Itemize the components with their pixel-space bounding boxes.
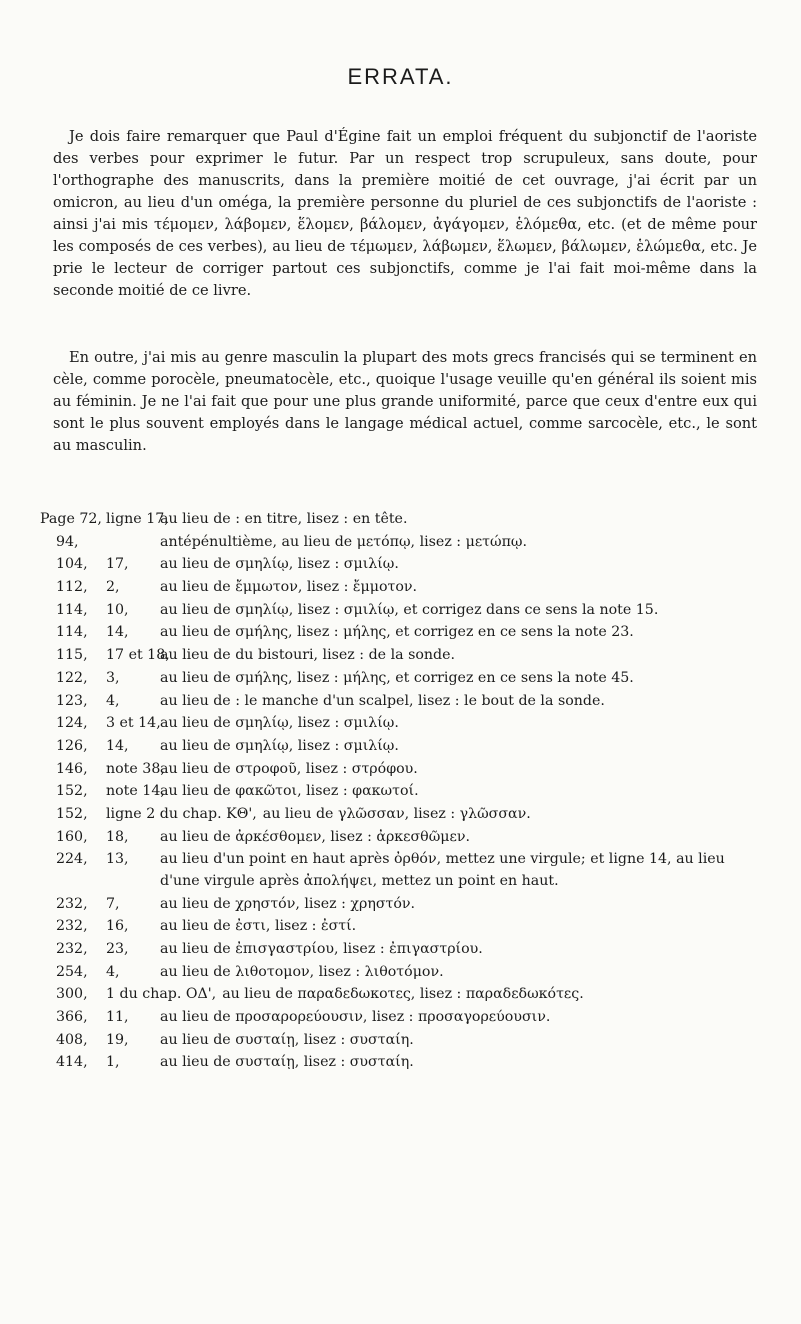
- entry-page: 114,: [56, 601, 88, 618]
- entry-page: 366,: [56, 1008, 88, 1025]
- entry-line: ligne 17,: [106, 511, 169, 527]
- entry-line: 3 et 14,: [106, 715, 161, 732]
- entry-line: 11,: [106, 1008, 129, 1025]
- entry-page: 122,: [56, 669, 88, 686]
- entry-correction: au lieu de συσταίῃ, lisez : συσταίη.: [160, 1054, 414, 1071]
- entry-page: 124,: [56, 715, 88, 732]
- entry-correction: au lieu de σμηλίῳ, lisez : σμιλίῳ.: [160, 737, 399, 754]
- entry-page: 232,: [56, 895, 88, 912]
- entry-correction: antépénultième, au lieu de μετόπῳ, lisez : μετώπῳ.: [160, 533, 527, 550]
- errata-entry: [56, 713, 766, 735]
- entry-line: 17,: [106, 556, 129, 573]
- entry-page: 300,: [56, 986, 88, 1003]
- errata-entry: [56, 577, 766, 599]
- entry-correction: au lieu de ἔμμωτον, lisez : ἔμμοτον.: [160, 579, 418, 596]
- errata-entry: [56, 736, 766, 758]
- errata-entry: [56, 1007, 766, 1029]
- entry-line: [100, 532, 160, 554]
- entry-correction: au lieu de ἐστι, lisez : ἐστί.: [160, 918, 357, 935]
- errata-entry: [56, 962, 766, 984]
- errata-entry: [56, 554, 766, 576]
- entry-correction: au lieu de συσταίῃ, lisez : συσταίη.: [160, 1031, 414, 1048]
- entry-correction: au lieu de ἐπισγαστρίου, lisez : ἐπιγαστρίου.: [160, 940, 483, 957]
- errata-entry: [56, 916, 766, 938]
- entry-correction: au lieu de ἀρκέσθομεν, lisez : ἀρκεσθῶμεν.: [160, 828, 470, 845]
- entry-line: ligne 2 du chap. ΚΘ',: [106, 805, 257, 822]
- entry-line: 14,: [106, 737, 129, 754]
- errata-entry: [56, 1052, 766, 1074]
- errata-list: [40, 509, 766, 1075]
- entry-correction: au lieu de φακῶτοι, lisez : φακωτοί.: [160, 783, 419, 800]
- entry-line: 16,: [106, 918, 129, 935]
- entry-page: 160,: [56, 828, 88, 845]
- errata-entry: [40, 509, 766, 531]
- entry-line: 19,: [106, 1031, 129, 1048]
- entry-page: 408,: [56, 1031, 88, 1048]
- errata-entry: [56, 622, 766, 644]
- entry-line: 13,: [106, 851, 129, 868]
- errata-entry: [56, 894, 766, 916]
- entry-line: 17 et 18,: [106, 647, 170, 664]
- errata-entry: [56, 532, 766, 554]
- entry-page: 123,: [56, 692, 88, 709]
- entry-correction: au lieu de στροφοῦ, lisez : στρόφου.: [160, 760, 418, 777]
- entry-correction: au lieu de σμήλης, lisez : μήλης, et corrigez en ce sens la note 45.: [160, 669, 634, 686]
- entry-page: 232,: [56, 918, 88, 935]
- errata-entry: [56, 668, 766, 690]
- entry-line: 1 du chap. ΟΔ',: [106, 986, 217, 1003]
- entry-correction: au lieu de λιθοτομον, lisez : λιθοτόμον.: [160, 963, 444, 980]
- errata-entry: [56, 759, 766, 781]
- errata-entry: [56, 804, 766, 826]
- errata-entry: [56, 827, 766, 849]
- errata-entry: [56, 984, 766, 1006]
- entry-page: 254,: [56, 963, 88, 980]
- entry-page: 146,: [56, 760, 88, 777]
- entry-correction: au lieu de παραδεδωκοτες, lisez : παραδεδωκότες.: [222, 986, 584, 1003]
- intro-paragraph-1: Je dois faire remarquer que Paul d'Égine fait un emploi fréquent du subjonctif de l'aoriste des verbes pour exprimer le futur. Par un respect trop scrupuleux, sans doute, pour l'orthographe des manuscrits, dans la première moitié de cet ouvrage, j'ai écrit par un omicron, au lieu d'un oméga, la première personne du pluriel de ces subjonctifs de l'aoriste : ainsi j'ai mis τέμομεν, λάβομεν, ἕλομεν, βάλομεν, ἀγάγομεν, ἑλόμεθα, etc. (et de même pour les composés de ces verbes), au lieu de τέμωμεν, λάβωμεν, ἕλωμεν, βάλωμεν, ἑλώμεθα, etc. Je prie le lecteur de corriger partout ces subjonctifs, comme je l'ai fait moi-même dans la seconde moitié de ce livre.: [53, 128, 757, 299]
- entry-page: 104,: [56, 556, 88, 573]
- entry-line: 7,: [106, 895, 120, 912]
- entry-correction: au lieu de γλῶσσαν, lisez : γλῶσσαν.: [262, 805, 531, 822]
- errata-entry: [56, 691, 766, 713]
- entry-page: 224,: [56, 851, 88, 868]
- entry-correction: au lieu d'un point en haut après ὀρθόν, mettez une virgule; et ligne 14, au lieu d'une virgule après ἀπολήψει, mettez un point en haut.: [160, 851, 725, 889]
- entry-line: 4,: [106, 692, 120, 709]
- errata-entry: [56, 1030, 766, 1052]
- intro-paragraph-2: En outre, j'ai mis au genre masculin la plupart des mots grecs francisés qui se terminent en cèle, comme porocèle, pneumatocèle, etc., quoique l'usage veuille qu'en général ils soient mis au féminin. Je ne l'ai fait que pour une plus grande uniformité, parce que ceux d'entre eux qui sont le plus souvent employés dans le langage médical actuel, comme sarcocèle, etc., le sont au masculin.: [53, 349, 757, 454]
- entry-page: 112,: [56, 579, 88, 596]
- entry-line: 18,: [106, 828, 129, 845]
- entry-correction: au lieu de προσαρορεύουσιν, lisez : προσαγορεύουσιν.: [160, 1008, 551, 1025]
- entry-correction: au lieu de σμηλίῳ, lisez : σμιλίῳ.: [160, 715, 399, 732]
- entry-line: 10,: [106, 601, 129, 618]
- entry-line: 4,: [106, 963, 120, 980]
- entry-page: 232,: [56, 940, 88, 957]
- entry-page: Page 72,: [40, 511, 102, 527]
- entry-page: 114,: [56, 624, 88, 641]
- entry-correction: au lieu de : le manche d'un scalpel, lisez : le bout de la sonde.: [160, 692, 605, 709]
- entry-page: 152,: [56, 805, 88, 822]
- entry-correction: au lieu de : en titre, lisez : en tête.: [160, 511, 408, 527]
- entry-correction: au lieu de σμηλίῳ, lisez : σμιλίῳ.: [160, 556, 399, 573]
- errata-entry: [56, 600, 766, 622]
- entry-page: 414,: [56, 1054, 88, 1071]
- entry-line: 14,: [106, 624, 129, 641]
- entry-line: 2,: [106, 579, 120, 596]
- entry-correction: au lieu de χρηστόν, lisez : χρηστόν.: [160, 895, 416, 912]
- entry-correction: au lieu de du bistouri, lisez : de la sonde.: [160, 647, 456, 664]
- entry-line: note 14,: [106, 783, 165, 800]
- entry-line: 23,: [106, 940, 129, 957]
- errata-entry: [56, 849, 766, 892]
- entry-page: 152,: [56, 783, 88, 800]
- entry-line: 1,: [106, 1054, 120, 1071]
- entry-line: note 38,: [106, 760, 165, 777]
- errata-entry: [56, 781, 766, 803]
- errata-entry: [56, 939, 766, 961]
- errata-entry: [56, 645, 766, 667]
- entry-page: 94,: [56, 533, 79, 550]
- entry-page: 126,: [56, 737, 88, 754]
- entry-line: 3,: [106, 669, 120, 686]
- entry-page: 115,: [56, 647, 88, 664]
- page-title: ERRATA.: [347, 64, 454, 89]
- entry-correction: au lieu de σμήλης, lisez : μήλης, et corrigez en ce sens la note 23.: [160, 624, 634, 641]
- entry-correction: au lieu de σμηλίῳ, lisez : σμιλίῳ, et corrigez dans ce sens la note 15.: [160, 601, 659, 618]
